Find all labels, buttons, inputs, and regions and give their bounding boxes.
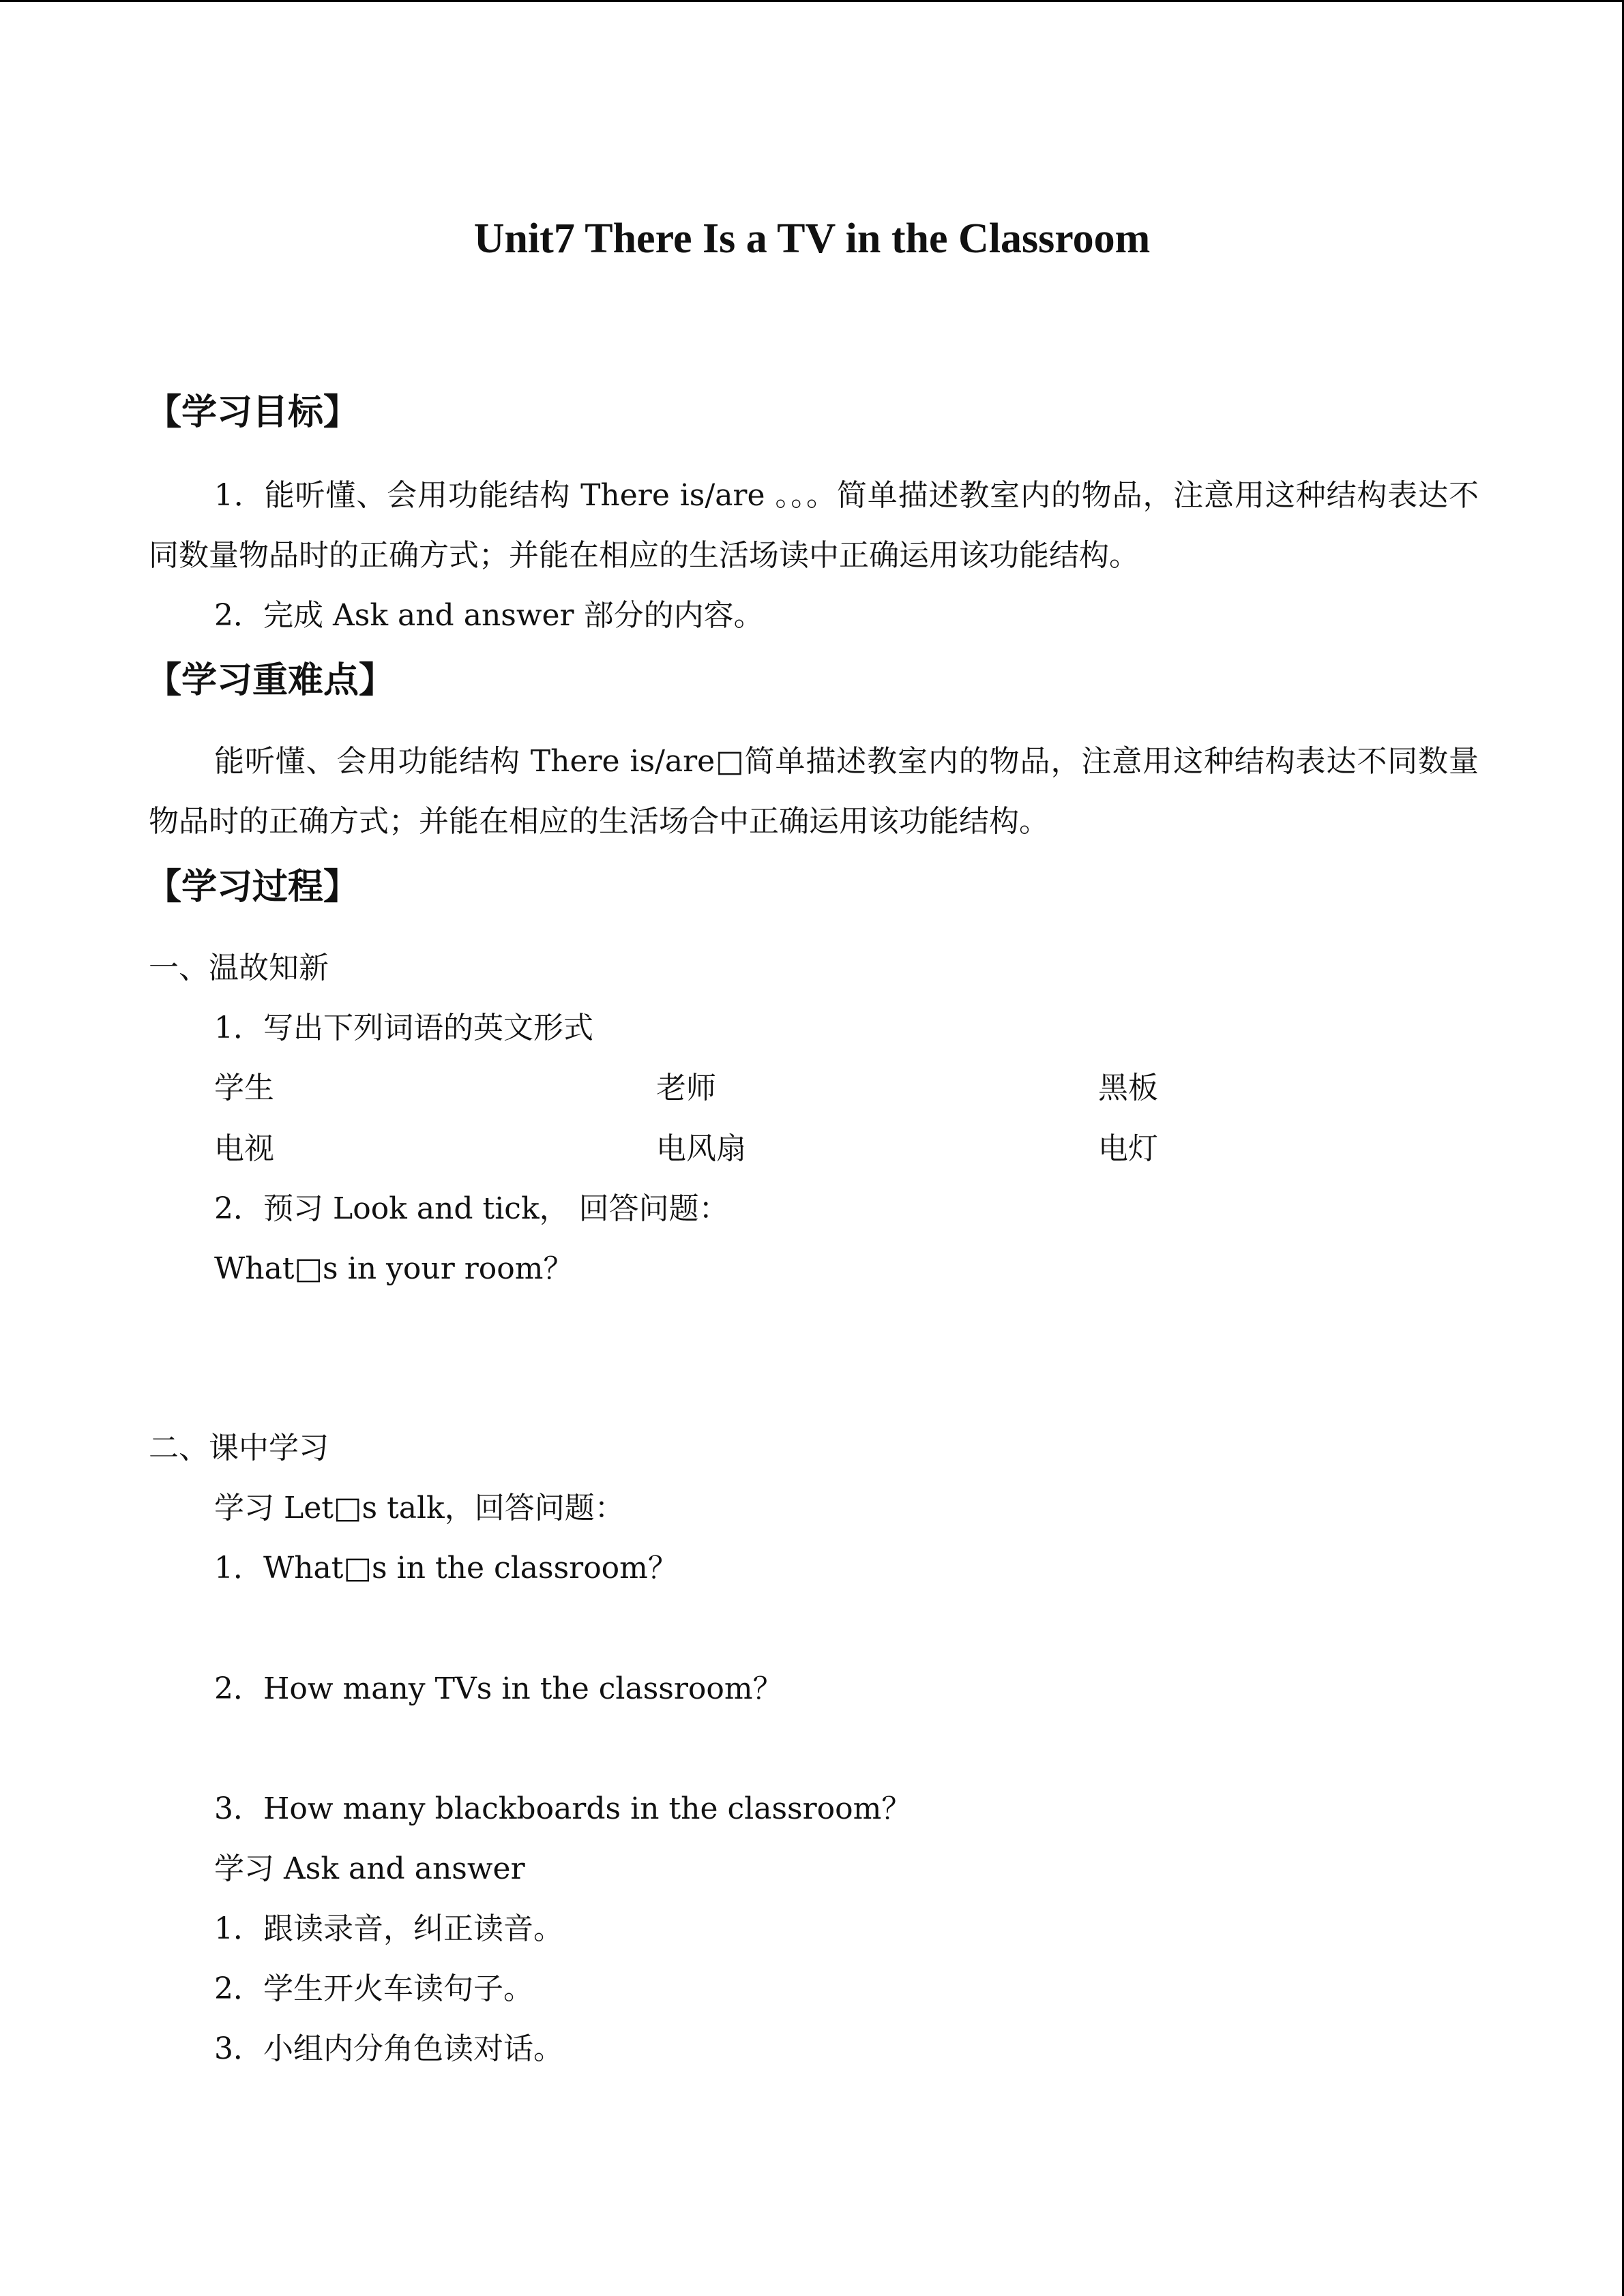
talk-question-1: 1．What□s in the classroom？ (214, 1551, 678, 1585)
objectives-item-2: 2．完成 Ask and answer 部分的内容。 (214, 598, 764, 633)
objectives-heading: 【学习目标】 (146, 392, 359, 433)
word-blackboard: 黑板 (1098, 1071, 1158, 1105)
part1-q2: 2．预习 Look and tick， 回答问题： (214, 1191, 729, 1226)
part1-q1: 1．写出下列词语的英文形式 (214, 1011, 593, 1045)
ask-step-1: 1．跟读录音，纠正读音。 (214, 1911, 563, 1946)
process-heading: 【学习过程】 (146, 867, 359, 908)
word-student: 学生 (214, 1071, 274, 1105)
ask-step-2: 2．学生开火车读句子。 (214, 1971, 533, 2006)
word-tv: 电视 (214, 1131, 274, 1166)
part1-q2-question: What□s in your room？ (214, 1251, 574, 1286)
word-teacher: 老师 (656, 1071, 716, 1105)
ask-step-3: 3．小组内分角色读对话。 (214, 2031, 563, 2066)
page-top-border (0, 0, 1624, 2)
talk-question-2: 2．How many TVs in the classroom？ (214, 1671, 783, 1706)
talk-question-3: 3．How many blackboards in the classroom？ (214, 1791, 912, 1826)
objectives-item-1: 1．能听懂、会用功能结构 There is/are 。。。简单描述教室内的物品，注意用这种结构表达不同数量物品时的正确方式；并能在相应的生活场读中正确运用该功能结构。 (149, 478, 1479, 573)
talk-intro: 学习 Let□s talk，回答问题： (214, 1491, 625, 1525)
page-title: Unit7 There Is a TV in the Classroom (473, 215, 1151, 262)
word-light: 电灯 (1098, 1131, 1158, 1166)
word-fan: 电风扇 (656, 1131, 746, 1166)
ask-intro: 学习 Ask and answer (214, 1851, 525, 1886)
part1-title: 一、温故知新 (149, 951, 329, 985)
key-points-heading: 【学习重难点】 (146, 660, 395, 701)
part2-title: 二、课中学习 (149, 1431, 329, 1465)
key-points-text: 能听懂、会用功能结构 There is/are□简单描述教室内的物品，注意用这种结构表达不同数量物品时的正确方式；并能在相应的生活场合中正确运用该功能结构。 (149, 744, 1479, 839)
